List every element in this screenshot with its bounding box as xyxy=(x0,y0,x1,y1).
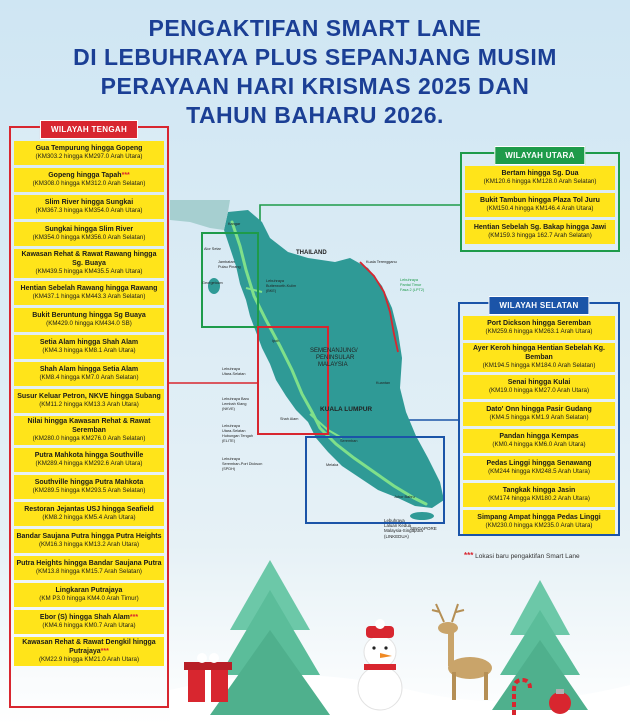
route-name xyxy=(16,479,162,488)
route-name xyxy=(16,506,162,515)
label-seremban: Seremban xyxy=(340,439,358,443)
route-name xyxy=(465,379,613,388)
route-name xyxy=(16,614,162,623)
route-km: (KM429.0 hingga KM434.0 SB) xyxy=(46,320,132,328)
label-nkve-3: (NKVE) xyxy=(222,407,235,411)
route-km: (KM439.5 hingga KM435.5 Arah Utara) xyxy=(35,268,143,275)
route-name xyxy=(465,433,613,442)
snowman-icon xyxy=(358,619,402,710)
route-name-text: Pedas Linggi hingga Senawang xyxy=(486,459,592,467)
route-km: (KM4.5 hingga KM1.9 Arah Selatan) xyxy=(489,414,589,422)
label-melaka: Melaka xyxy=(326,463,339,467)
route-name xyxy=(16,285,162,294)
list-tengah xyxy=(14,141,164,666)
route-name xyxy=(16,312,162,321)
label-bke-1: Lebuhraya xyxy=(266,279,284,283)
route-name xyxy=(16,366,162,375)
route-km: (KM230.0 hingga KM235.0 Arah Utara) xyxy=(485,522,593,530)
route-item xyxy=(463,375,615,399)
label-peninsular-3: MALAYSIA xyxy=(318,362,348,368)
route-km: (KM150.4 hingga KM146.4 Arah Utara) xyxy=(486,205,594,213)
route-km: (KM244 hingga KM248.5 Arah Utara) xyxy=(488,468,590,476)
route-item xyxy=(14,475,164,499)
route-name-text: Kawasan Rehat & Rawat Rawang hingga Sg. Buaya xyxy=(21,251,157,267)
new-location-star: *** xyxy=(100,647,109,655)
route-name-text: Port Dickson hingga Seremban xyxy=(487,319,591,327)
route-name-text: Putra Heights hingga Bandar Saujana Putra xyxy=(16,559,162,567)
route-name-text: Ayer Keroh hingga Hentian Sebelah Kg. Bemban xyxy=(473,345,605,361)
note-text: Lokasi baru pengaktifan Smart Lane xyxy=(475,553,580,560)
route-km: (KM11.2 hingga KM13.3 Arah Utara) xyxy=(39,401,139,409)
route-item xyxy=(14,529,164,553)
note-star: *** xyxy=(464,551,474,560)
route-name-text: Hentian Sebelah Sg. Bakap hingga Jawi xyxy=(473,223,607,231)
page-title xyxy=(30,14,600,130)
route-name xyxy=(16,199,162,208)
route-km: (KM259.6 hingga KM263.1 Arah Utara) xyxy=(485,328,593,336)
route-name xyxy=(465,345,613,362)
route-name-text: Sungkai hingga Slim River xyxy=(44,225,134,233)
title-line-3: PERAYAAN HARI KRISMAS 2025 DAN xyxy=(100,73,530,99)
route-name-text: Bukit Beruntung hingga Sg Buaya xyxy=(32,311,146,319)
route-km: (KM8.4 hingga KM7.0 Arah Selatan) xyxy=(39,374,139,382)
label-elite-2: Utara-Selatan xyxy=(222,429,246,433)
title-line-4: TAHUN BAHARU 2026. xyxy=(186,102,444,128)
title-line-1: PENGAKTIFAN SMART LANE xyxy=(148,15,482,41)
label-kangar: Kangar xyxy=(228,222,241,226)
label-georgetown: Georgetown xyxy=(202,281,223,285)
route-name xyxy=(16,251,162,268)
label-singapore: SINGAPORE xyxy=(410,526,437,530)
route-name xyxy=(16,639,162,656)
label-peninsular-1: SEMENANJUNG/ xyxy=(310,348,358,354)
route-item xyxy=(14,222,164,246)
route-km: (KM159.3 hingga 162.7 Arah Selatan) xyxy=(488,232,592,240)
label-kuala-lumpur: KUALA LUMPUR xyxy=(320,406,373,413)
route-item xyxy=(463,510,615,534)
new-location-star: *** xyxy=(121,171,130,179)
route-item xyxy=(14,308,164,332)
route-item xyxy=(14,556,164,580)
route-name-text: Restoran Jejantas USJ hingga Seafield xyxy=(24,505,154,513)
route-name xyxy=(16,393,162,402)
route-item xyxy=(14,281,164,305)
route-name xyxy=(467,170,613,179)
route-name xyxy=(16,560,162,569)
route-km: (KM8.2 hingga KM5.4 Arah Utara) xyxy=(42,514,136,522)
route-name xyxy=(465,460,613,469)
reindeer-icon xyxy=(432,604,492,700)
route-name xyxy=(16,339,162,348)
route-name-text: Senai hingga Kulai xyxy=(507,378,571,386)
route-name xyxy=(16,587,162,596)
route-name xyxy=(16,145,162,154)
panel-wilayah-selatan xyxy=(458,302,620,536)
route-km: (KM437.1 hingga KM443.3 Arah Selatan) xyxy=(32,293,146,301)
label-shah-alam: Shah Alam xyxy=(280,417,299,421)
route-name xyxy=(467,224,613,233)
route-km: (KM16.3 hingga KM13.2 Arah Utara) xyxy=(38,541,140,549)
peninsular-map xyxy=(170,200,460,530)
route-km: (KM303.2 hingga KM297.0 Arah Utara) xyxy=(35,153,143,161)
route-name xyxy=(16,226,162,235)
route-name-text: Putra Mahkota hingga Southville xyxy=(34,451,144,459)
label-jambatan-2: Pulau Pinang xyxy=(218,265,241,269)
thailand-landmass xyxy=(170,200,230,230)
route-item xyxy=(14,502,164,526)
route-item xyxy=(14,610,164,634)
label-kuantan: Kuantan xyxy=(376,381,391,385)
route-item xyxy=(463,402,615,426)
route-km: (KM0.4 hingga KM6.0 Arah Utara) xyxy=(492,441,586,449)
route-item xyxy=(14,141,164,165)
route-name-text: Ebor (S) hingga Shah Alam xyxy=(39,613,130,621)
route-name-text: Southville hingga Putra Mahkota xyxy=(34,478,144,486)
route-name-text: Dato' Onn hingga Pasir Gudang xyxy=(486,405,592,413)
label-spdh-2: Seremban-Port Dickson xyxy=(222,462,263,466)
route-name xyxy=(465,320,613,329)
route-km: (KM120.6 hingga KM128.0 Arah Selatan) xyxy=(483,178,597,186)
route-item xyxy=(463,429,615,453)
route-item xyxy=(14,416,164,445)
route-item xyxy=(14,195,164,219)
route-name-text: Pandan hingga Kempas xyxy=(499,432,579,440)
title-line-2: DI LEBUHRAYA PLUS SEPANJANG MUSIM xyxy=(73,44,557,70)
label-elite-3: Hubungan Tengah xyxy=(222,434,253,438)
route-km: (KM367.3 hingga KM354.0 Arah Utara) xyxy=(35,207,143,215)
route-km: (KM289.4 hingga KM292.6 Arah Utara) xyxy=(35,460,143,468)
route-name xyxy=(16,172,162,181)
route-km: (KM4.6 hingga KM0.7 Arah Utara) xyxy=(42,622,136,630)
route-item xyxy=(14,637,164,666)
gift-box-icon xyxy=(184,653,232,702)
route-km: (KM308.0 hingga KM312.0 Arah Selatan) xyxy=(32,180,146,188)
route-name-text: Gua Tempurung hingga Gopeng xyxy=(35,144,143,152)
label-kuala-terengganu: Kuala Terengganu xyxy=(366,260,397,264)
panel-heading-utara: WILAYAH UTARA xyxy=(494,146,585,165)
route-item xyxy=(14,362,164,386)
route-km: (KM354.0 hingga KM356.0 Arah Selatan) xyxy=(32,234,146,242)
list-selatan xyxy=(463,316,615,534)
route-km: (KM22.9 hingga KM21.0 Arah Utara) xyxy=(38,656,140,663)
route-name xyxy=(465,406,613,415)
route-name-text: Lingkaran Putrajaya xyxy=(55,586,123,594)
label-utara-selatan-2: Utara-Selatan xyxy=(222,372,246,376)
route-name-text: Bukit Tambun hingga Plaza Tol Juru xyxy=(480,196,600,204)
label-lpt-1: Lebuhraya xyxy=(400,278,418,282)
route-item xyxy=(14,448,164,472)
route-item xyxy=(465,220,615,244)
route-name-text: Simpang Ampat hingga Pedas Linggi xyxy=(477,513,601,521)
route-km: (KM4.3 hingga KM8.1 Arah Utara) xyxy=(42,347,136,355)
label-lpt-2: Pantai Timur xyxy=(400,283,422,287)
route-name-text: Gopeng hingga Tapah xyxy=(48,171,122,179)
route-name-text: Nilai hingga Kawasan Rehat & Rawat Seremban xyxy=(27,418,151,434)
panel-wilayah-utara xyxy=(460,152,620,252)
label-linkedua: Lebuhraya Laluan Kedua Malaysia-Singapura (LINKEDUA) xyxy=(384,518,423,539)
route-km: (KM13.8 hingga KM15.7 Arah Selatan) xyxy=(36,568,142,576)
label-johor-bahru: Johor Bahru xyxy=(394,495,415,499)
route-name-text: Kawasan Rehat & Rawat Dengkil hingga Putrajaya xyxy=(22,639,156,655)
route-item xyxy=(465,166,615,190)
route-km: (KM194.5 hingga KM184.0 Arah Selatan) xyxy=(482,362,596,369)
route-name xyxy=(16,533,162,542)
route-name xyxy=(465,487,613,496)
panel-heading-selatan: WILAYAH SELATAN xyxy=(488,296,589,315)
route-name-text: Susur Keluar Petron, NKVE hingga Subang xyxy=(17,392,161,400)
route-item xyxy=(465,193,615,217)
route-name-text: Bandar Saujana Putra hingga Putra Heights xyxy=(16,532,162,540)
route-item xyxy=(463,343,615,372)
new-location-star: *** xyxy=(129,613,139,621)
route-item xyxy=(463,456,615,480)
route-name xyxy=(16,452,162,461)
label-peninsular-2: PENINSULAR xyxy=(316,355,355,361)
label-spdh-1: Lebuhraya xyxy=(222,457,240,461)
route-item xyxy=(463,316,615,340)
label-bke-3: (BKE) xyxy=(266,289,277,293)
label-nkve-1: Lebuhraya Baru xyxy=(222,397,250,401)
label-jambatan-1: Jambatan xyxy=(218,260,235,264)
route-name-text: Setia Alam hingga Shah Alam xyxy=(39,338,139,346)
label-nkve-2: Lembah Klang xyxy=(222,402,247,406)
route-name xyxy=(467,197,613,206)
christmas-scene xyxy=(170,540,630,725)
route-name xyxy=(465,514,613,523)
label-ipoh: Ipoh xyxy=(272,339,280,343)
christmas-tree-icon xyxy=(492,580,588,710)
route-km: (KM174 hingga KM180.2 Arah Utara) xyxy=(488,495,590,503)
route-name xyxy=(16,418,162,435)
route-km: (KM280.0 hingga KM276.0 Arah Selatan) xyxy=(32,435,146,442)
route-name-text: Shah Alam hingga Setia Alam xyxy=(39,365,139,373)
label-elite-4: (ELITE) xyxy=(222,439,236,443)
route-km: (KM P3.0 hingga KM4.0 Arah Timur) xyxy=(39,595,139,603)
label-thailand: THAILAND xyxy=(296,250,327,256)
label-spdh-3: (SPDH) xyxy=(222,467,236,471)
route-item xyxy=(463,483,615,507)
route-item xyxy=(14,168,164,192)
route-km: (KM19.0 hingga KM27.0 Arah Utara) xyxy=(488,387,590,395)
route-item xyxy=(14,389,164,413)
label-lpt-3: Fasa 2 (LPT2) xyxy=(400,288,425,292)
route-item xyxy=(14,335,164,359)
route-name-text: Tangkak hingga Jasin xyxy=(502,486,576,494)
route-item xyxy=(14,583,164,607)
route-name-text: Bertam hingga Sg. Dua xyxy=(501,169,579,177)
list-utara xyxy=(465,166,615,244)
route-name-text: Hentian Sebelah Rawang hingga Rawang xyxy=(20,284,158,292)
route-item xyxy=(14,249,164,278)
label-utara-selatan-1: Lebuhraya xyxy=(222,367,240,371)
label-alor-setar: Alor Setar xyxy=(204,247,221,251)
label-elite-1: Lebuhraya xyxy=(222,424,240,428)
route-km: (KM289.5 hingga KM293.5 Arah Selatan) xyxy=(32,487,146,495)
panel-wilayah-tengah xyxy=(9,126,169,708)
route-name-text: Slim River hingga Sungkai xyxy=(44,198,134,206)
panel-heading-tengah: WILAYAH TENGAH xyxy=(40,120,138,139)
label-bke-2: Butterworth-Kulim xyxy=(266,284,297,288)
